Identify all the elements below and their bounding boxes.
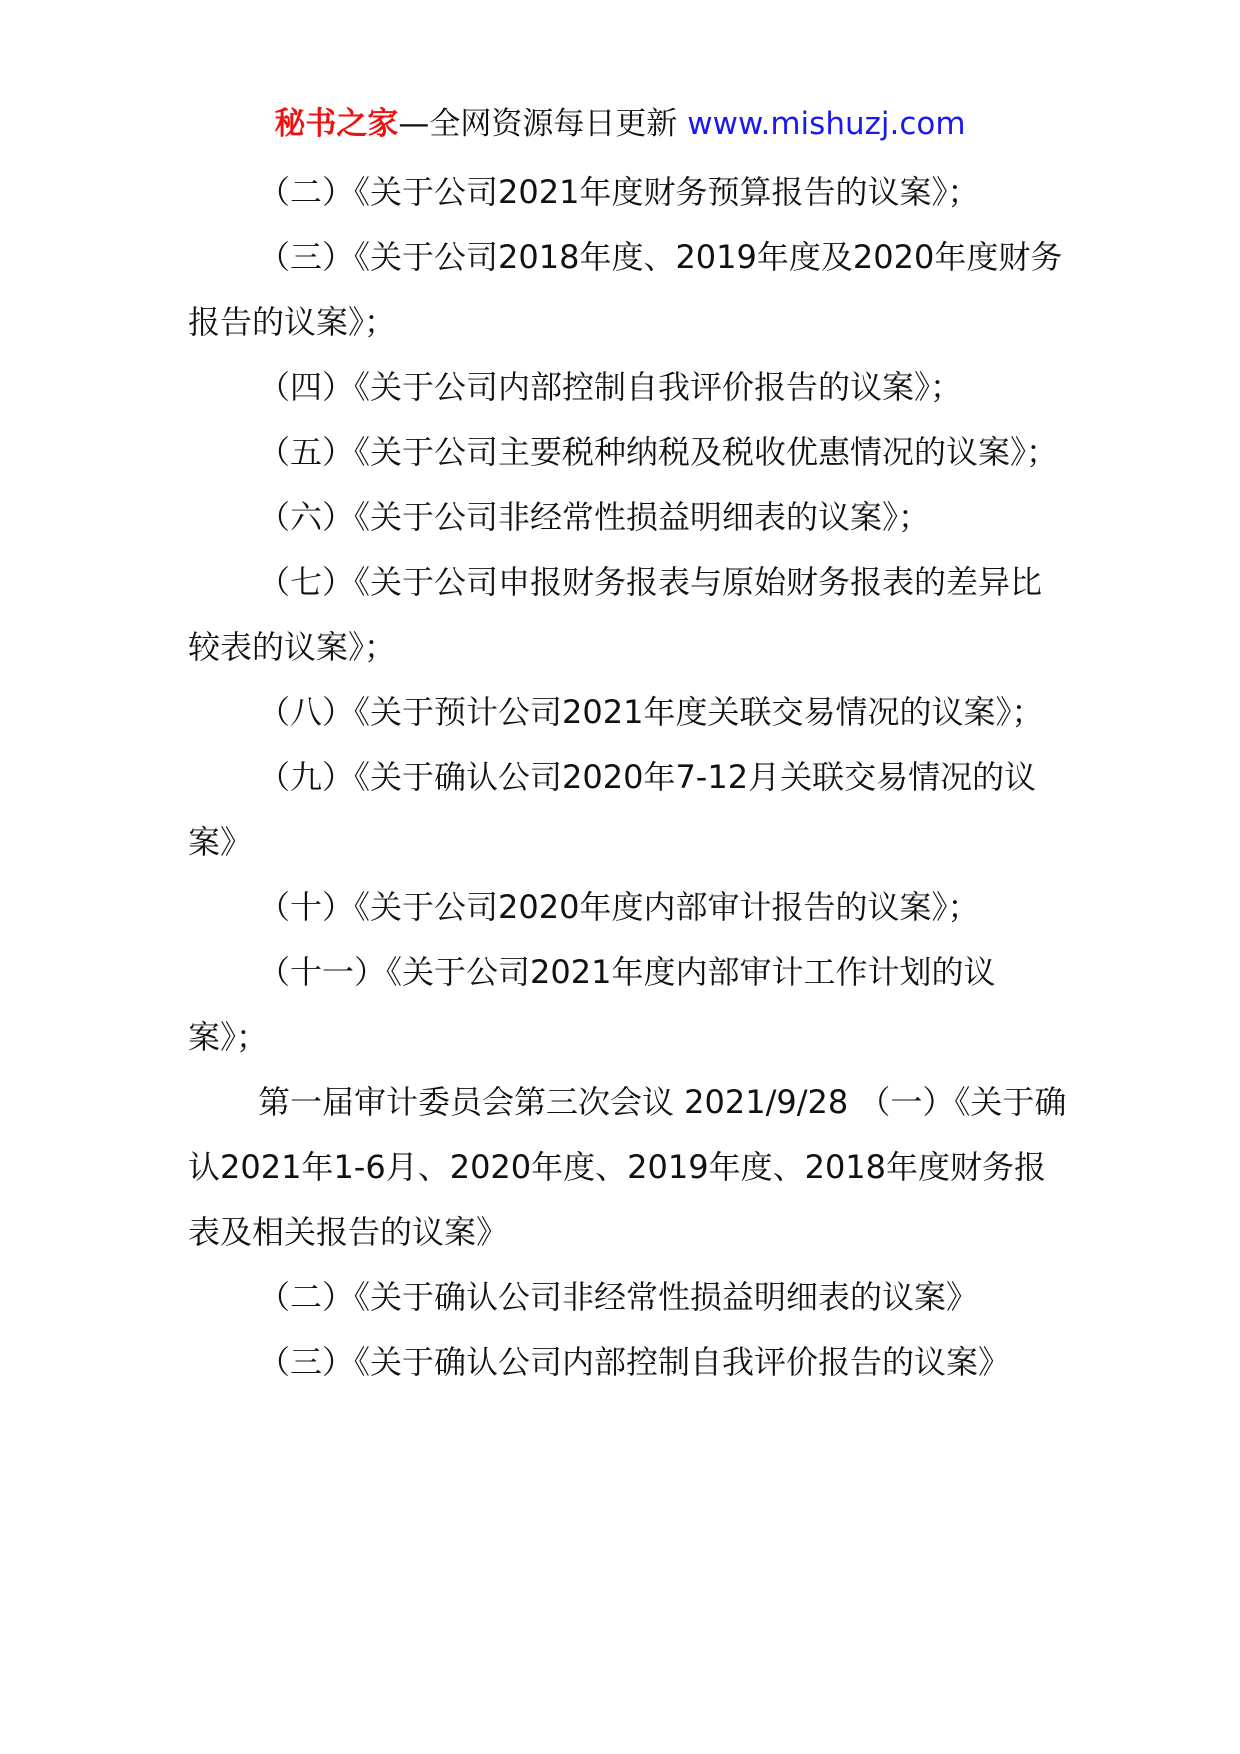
document-body	[188, 160, 1068, 1395]
paragraph: （四）《关于公司内部控制自我评价报告的议案》；	[258, 368, 963, 406]
header-tagline: —全网资源每日更新	[398, 106, 678, 142]
paragraph: （二）《关于公司2021年度财务预算报告的议案》；	[258, 173, 980, 211]
site-header	[0, 102, 1240, 146]
site-url-link[interactable]: www.mishuzj.com	[687, 106, 966, 142]
paragraph: （六）《关于公司非经常性损益明细表的议案》；	[258, 498, 931, 536]
brand-name: 秘书之家	[274, 106, 399, 142]
paragraph: （五）《关于公司主要税种纳税及税收优惠情况的议案》；	[258, 433, 1059, 471]
paragraph: （十一）《关于公司2021年度内部审计工作计划的议案》；	[188, 953, 996, 1056]
paragraph: （七）《关于公司申报财务报表与原始财务报表的差异比较表的议案》；	[188, 563, 1043, 666]
paragraph: （十）《关于公司2020年度内部审计报告的议案》；	[258, 888, 980, 926]
paragraph: （二）《关于确认公司非经常性损益明细表的议案》	[258, 1278, 979, 1316]
paragraph: 第一届审计委员会第三次会议 2021/9/28 （一）《关于确认2021年1-6月、2020年度、2019年度、2018年度财务报表及相关报告的议案》	[188, 1083, 1067, 1251]
paragraph: （三）《关于确认公司内部控制自我评价报告的议案》	[258, 1343, 1011, 1381]
paragraph: （九）《关于确认公司2020年7-12月关联交易情况的议案》	[188, 758, 1037, 861]
paragraph: （三）《关于公司2018年度、2019年度及2020年度财务报告的议案》；	[188, 238, 1063, 341]
paragraph: （八）《关于预计公司2021年度关联交易情况的议案》；	[258, 693, 1044, 731]
